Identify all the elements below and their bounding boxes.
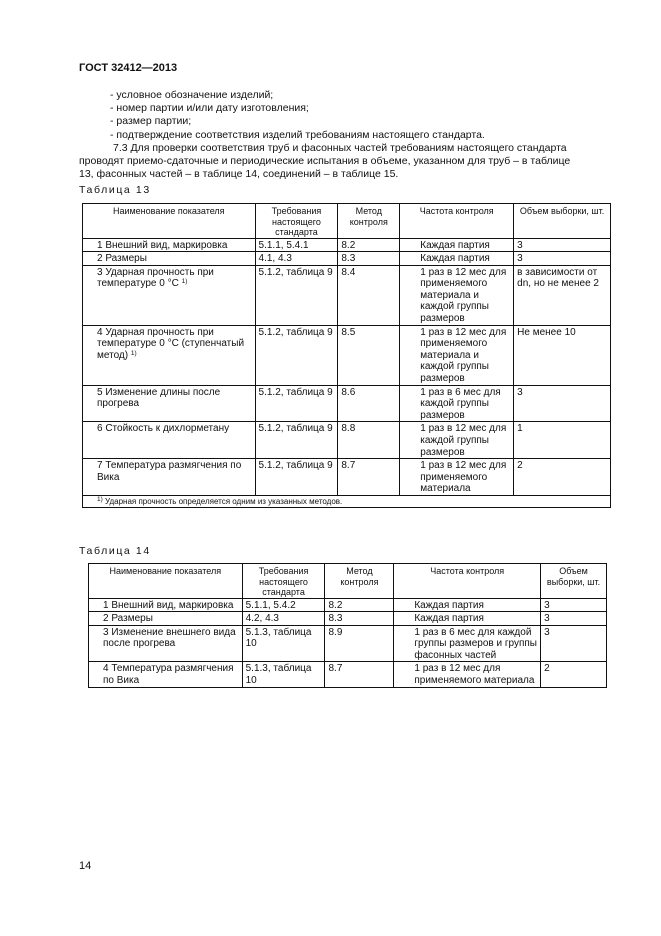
footnote-ref: 1) xyxy=(130,349,137,357)
cell-frequency: 1 раз в 12 мес для применяемого материала xyxy=(400,459,514,496)
cell-indicator: 7 Температура размягчения по Вика xyxy=(83,459,256,496)
column-header: Объем выборки, шт. xyxy=(541,564,607,599)
cell-requirement: 5.1.2, таблица 9 xyxy=(255,325,338,385)
footnote-text: Ударная прочность определяется одним из указанных методов. xyxy=(105,496,343,506)
bullet-list xyxy=(110,89,485,142)
cell-sample: 3 xyxy=(514,238,611,252)
cell-indicator: 5 Изменение длины после прогрева xyxy=(83,385,256,422)
table-row xyxy=(83,265,611,325)
cell-method: 8.8 xyxy=(338,422,400,459)
cell-frequency: Каждая партия xyxy=(394,612,541,626)
cell-frequency: Каждая партия xyxy=(394,598,541,612)
cell-requirement: 5.1.1, 5.4.1 xyxy=(255,238,338,252)
cell-sample: Не менее 10 xyxy=(514,325,611,385)
cell-frequency: 1 раз в 6 мес для каждой группы размеров xyxy=(400,385,514,422)
cell-sample: 3 xyxy=(541,612,607,626)
table-14 xyxy=(88,563,607,688)
column-header: Метод контроля xyxy=(325,564,394,599)
footnote-mark: 1) xyxy=(97,495,103,503)
cell-indicator: 1 Внешний вид, маркировка xyxy=(89,598,243,612)
cell-frequency: 1 раз в 12 мес для применяемого материала xyxy=(394,662,541,687)
column-header: Наименование показателя xyxy=(89,564,243,599)
table-13-caption: Таблица 13 xyxy=(79,184,151,196)
cell-requirement: 5.1.3, таблица 10 xyxy=(242,662,325,687)
cell-requirement: 5.1.2, таблица 9 xyxy=(255,459,338,496)
table-row xyxy=(83,422,611,459)
table-row xyxy=(83,325,611,385)
cell-method: 8.3 xyxy=(325,612,394,626)
table-14-caption: Таблица 14 xyxy=(79,545,151,557)
page-number: 14 xyxy=(79,860,92,872)
cell-method: 8.5 xyxy=(338,325,400,385)
table-row xyxy=(83,252,611,266)
cell-requirement: 4.2, 4.3 xyxy=(242,612,325,626)
cell-indicator: 4 Температура размягчения по Вика xyxy=(89,662,243,687)
table-row xyxy=(83,238,611,252)
column-header: Частота контроля xyxy=(400,204,514,239)
indicator-text: 3 Ударная прочность при температуре 0 °С xyxy=(97,266,214,290)
table-header-row xyxy=(83,204,611,239)
list-item: - размер партии; xyxy=(110,115,192,128)
cell-method: 8.4 xyxy=(338,265,400,325)
cell-requirement: 5.1.1, 5.4.2 xyxy=(242,598,325,612)
cell-requirement: 5.1.2, таблица 9 xyxy=(255,422,338,459)
paragraph-line: проводят приемо-сдаточные и периодические испытания в объеме, указанном для труб – в таблице xyxy=(79,155,571,168)
cell-frequency: Каждая партия xyxy=(400,252,514,266)
cell-indicator: 2 Размеры xyxy=(83,252,256,266)
cell-sample: 3 xyxy=(541,598,607,612)
cell-sample: 2 xyxy=(514,459,611,496)
list-item: - номер партии и/или дату изготовления; xyxy=(110,102,309,115)
table-row xyxy=(89,612,607,626)
list-item: - условное обозначение изделий; xyxy=(110,89,274,101)
indicator-text: 4 Ударная прочность при температуре 0 °С (ступенчатый метод) xyxy=(97,326,245,361)
column-header: Наименование показателя xyxy=(83,204,256,239)
cell-method: 8.7 xyxy=(325,662,394,687)
cell-frequency: 1 раз в 12 мес для применяемого материала и каждой группы размеров xyxy=(400,325,514,385)
table-row xyxy=(89,662,607,687)
footnote-ref: 1) xyxy=(181,278,188,286)
cell-sample: 3 xyxy=(514,252,611,266)
table-row xyxy=(89,625,607,662)
cell-requirement: 4.1, 4.3 xyxy=(255,252,338,266)
table-header-row xyxy=(89,564,607,599)
clause-7-3 xyxy=(79,142,613,182)
cell-frequency: 1 раз в 6 мес для каждой группы размеров и группы фасонных частей xyxy=(394,625,541,662)
list-item: - подтверждение соответствия изделий требованиям настоящего стандарта. xyxy=(110,128,485,141)
cell-frequency: 1 раз в 12 мес для применяемого материала и каждой группы размеров xyxy=(400,265,514,325)
cell-sample: 3 xyxy=(514,385,611,422)
table-footnote xyxy=(83,495,611,507)
cell-method: 8.3 xyxy=(338,252,400,266)
cell-frequency: Каждая партия xyxy=(400,238,514,252)
column-header: Объем выборки, шт. xyxy=(514,204,611,239)
cell-method: 8.2 xyxy=(325,598,394,612)
column-header: Требования настоящего стандарта xyxy=(242,564,325,599)
cell-indicator xyxy=(83,325,256,385)
cell-method: 8.6 xyxy=(338,385,400,422)
table-row xyxy=(83,385,611,422)
table-13 xyxy=(82,203,611,508)
cell-requirement: 5.1.3, таблица 10 xyxy=(242,625,325,662)
cell-indicator: 2 Размеры xyxy=(89,612,243,626)
table-row xyxy=(89,598,607,612)
column-header: Метод контроля xyxy=(338,204,400,239)
cell-method: 8.9 xyxy=(325,625,394,662)
cell-indicator: 6 Стойкость к дихлорметану xyxy=(83,422,256,459)
cell-requirement: 5.1.2, таблица 9 xyxy=(255,265,338,325)
cell-frequency: 1 раз в 12 мес для каждой группы размеров xyxy=(400,422,514,459)
cell-indicator: 1 Внешний вид, маркировка xyxy=(83,238,256,252)
column-header: Требования настоящего стандарта xyxy=(255,204,338,239)
cell-method: 8.7 xyxy=(338,459,400,496)
cell-indicator xyxy=(83,265,256,325)
table-row xyxy=(83,459,611,496)
cell-requirement: 5.1.2, таблица 9 xyxy=(255,385,338,422)
document-header: ГОСТ 32412—2013 xyxy=(79,62,178,74)
cell-sample: 2 xyxy=(541,662,607,687)
cell-method: 8.2 xyxy=(338,238,400,252)
cell-sample: 1 xyxy=(514,422,611,459)
cell-sample: 3 xyxy=(541,625,607,662)
paragraph-line: 7.3 Для проверки соответствия труб и фасонных частей требованиям настоящего стандарта xyxy=(113,142,567,154)
table-footnote-row xyxy=(83,495,611,507)
paragraph-line: 13, фасонных частей – в таблице 14, соединений – в таблице 15. xyxy=(79,168,399,181)
cell-indicator: 3 Изменение внешнего вида после прогрева xyxy=(89,625,243,662)
cell-sample: в зависимости от dn, но не менее 2 xyxy=(514,265,611,325)
column-header: Частота контроля xyxy=(394,564,541,599)
